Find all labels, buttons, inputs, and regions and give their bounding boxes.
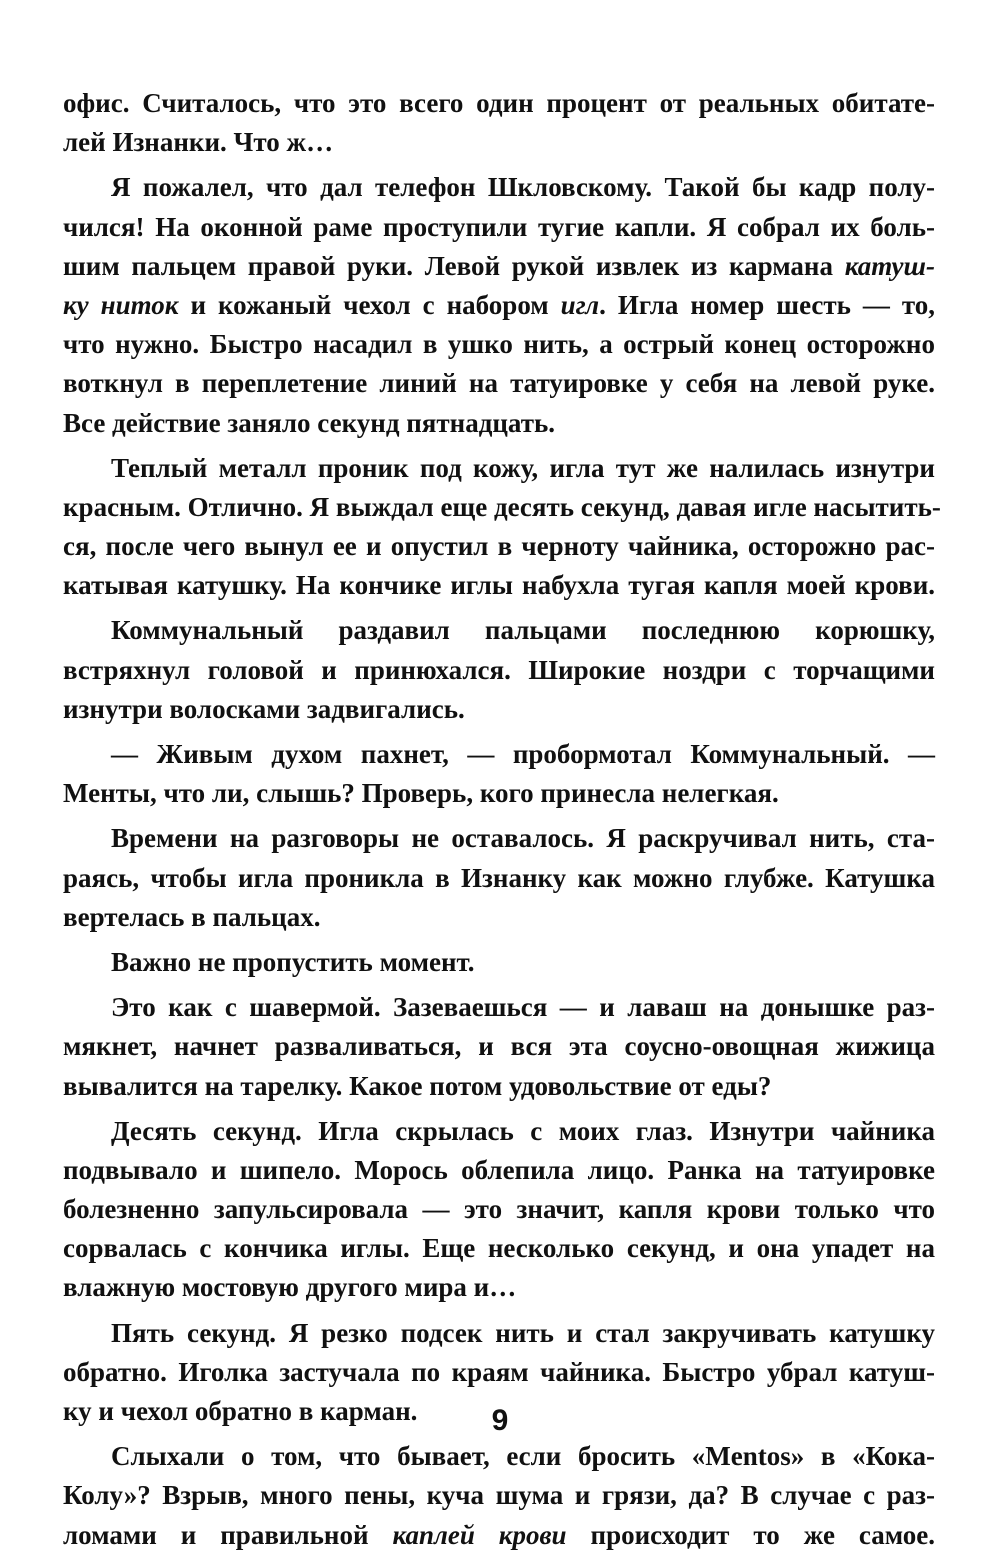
text-line: Менты, что ли, слышь? Проверь, кого принесла нелегкая. [63,778,779,809]
text-line: Это как с шавермой. Зазеваешься — и лаваш на донышке раз- [111,992,935,1023]
text-line [63,286,935,325]
text-line: Все действие заняло секунд пятнадцать. [63,407,556,438]
text-line: встряхнул головой и принюхался. Широкие ноздри с торчащими [63,654,935,685]
text-line: — Живым духом пахнет, — пробормотал Коммунальный. — [111,739,935,769]
text-line: Коммунальный раздавил пальцами последнюю корюшку, [111,615,935,646]
text-line [63,247,935,286]
text-segment: шим пальцем правой руки. Левой рукой извлек из кармана [63,250,845,281]
text-segment: и кожаный чехол с набором [178,289,561,320]
text-line: катывая катушку. На кончике иглы набухла тугая капля моей крови. [63,570,935,601]
text-line: Десять секунд. Игла скрылась с моих глаз. Изнутри чайника [111,1115,935,1146]
text-line: сорвалась с кончика иглы. Еще несколько секунд, и она упадет на [63,1233,935,1264]
text-line: ку и чехол обратно в карман. [63,1396,418,1426]
text-line: Я пожалел, что дал телефон Шкловскому. Такой бы кадр полу- [111,172,935,203]
text-line: изнутри волосками задвигались. [63,693,465,724]
text-line: влажную мостовую другого мира и… [63,1272,517,1303]
text-line: подвывало и шипело. Морось облепила лицо. Ранка на татуировке [63,1154,935,1185]
text-line: вывалится на тарелку. Какое потом удовольствие от еды? [63,1070,772,1101]
text-line: вертелась в пальцах. [63,901,321,932]
text-line: красным. Отлично. Я выждал еще десять секунд, давая игле насытить- [63,491,941,522]
italic-term: катуш- [844,250,935,281]
italic-term: ку ниток [63,289,179,320]
text-line: Теплый металл проник под кожу, игла тут же налилась изнутри [111,452,935,483]
text-line: Слыхали о том, что бывает, если бросить «Mentos» в «Кока- [111,1441,935,1472]
text-line: офис. Считалось, что это всего один процент от реальных обитате- [63,88,935,118]
text-line: мякнет, начнет разваливаться, и вся эта соусно-овощная жижица [63,1031,935,1062]
page-number: 9 [491,1404,509,1437]
text-line: воткнул в переплетение линий на татуировке у себя на левой руке. [63,368,935,399]
italic-term: каплей крови [392,1519,567,1550]
italic-term: игл [560,289,600,320]
text-line: раясь, чтобы игла проникла в Изнанку как можно глубже. Катушка [63,862,935,893]
text-line: Времени на разговоры не оставалось. Я раскручивал нить, ста- [111,823,935,854]
text-segment: происходит то же самое. [566,1519,935,1550]
text-line: Пять секунд. Я резко подсек нить и стал закручивать катушку [111,1317,935,1348]
text-line: болезненно запульсировала — это значит, капля крови только что [63,1194,935,1225]
text-line: ся, после чего вынул ее и опустил в черноту чайника, осторожно рас- [63,531,935,562]
page-body-text [63,84,941,1555]
text-line: лей Изнанки. Что ж… [63,127,334,158]
text-line: что нужно. Быстро насадил в ушко нить, а острый конец осторожно [63,329,935,360]
text-segment: . Игла номер шесть — то, [599,289,936,320]
text-line: обратно. Иголка застучала по краям чайника. Быстро убрал катуш- [63,1356,935,1387]
text-line: Колу»? Взрыв, много пены, куча шума и грязи, да? В случае с раз- [63,1480,935,1511]
text-line [63,1516,935,1555]
text-line: чился! На оконной раме проступили тугие капли. Я собрал их боль- [63,211,935,242]
text-segment: ломами и правильной [63,1519,393,1550]
text-line: Важно не пропустить момент. [111,946,475,977]
